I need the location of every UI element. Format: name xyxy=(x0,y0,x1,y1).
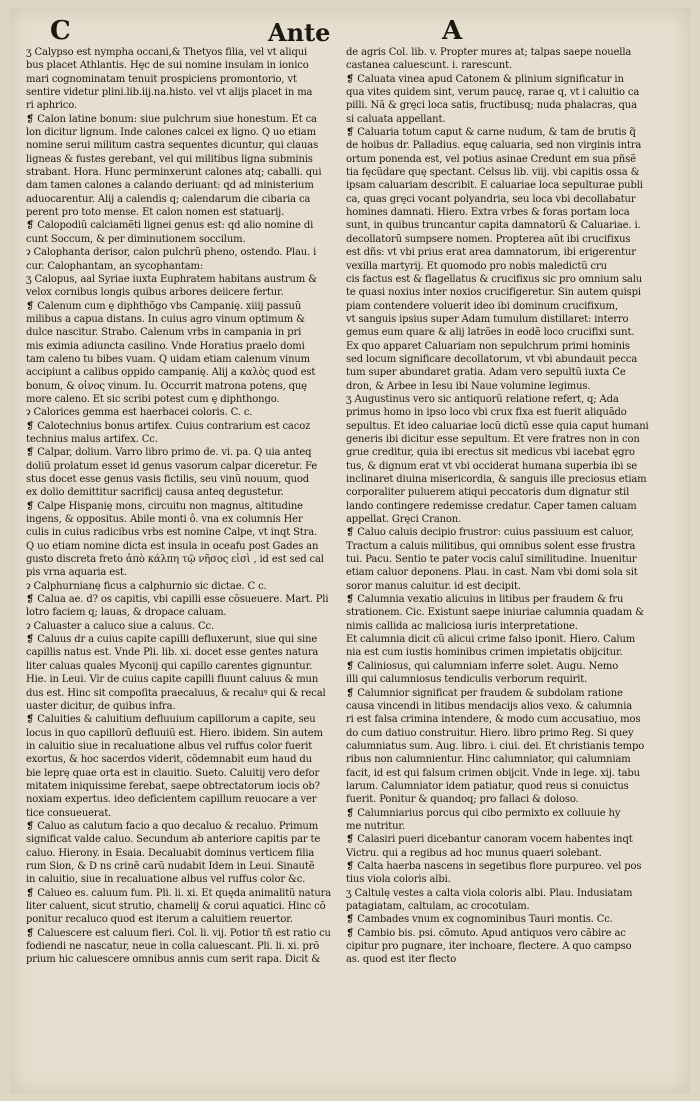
text-line: ❡ Calpar, dolium. Varro libro primo de. vi. pa. Q uia anteq xyxy=(26,447,312,459)
text-line: de hoibus dr. Palladius. equę caluaria, sed non virginis intra xyxy=(346,140,642,152)
text-line: ri est falsa crimina intendere, & modo cum accusatiuo, mos xyxy=(346,714,641,726)
text-line: gemus eum quare & alij latrões in eodẽ loco crucifixi sunt. xyxy=(346,327,635,339)
text-line: cis factus est & flagellatus & crucifixus sic pro omnium salu xyxy=(346,273,643,285)
text-line: ❡ Calumnior significat per fraudem & subdolam ratione xyxy=(346,687,623,699)
text-line: Ex quo apparet Caluariam non sepulchrum primi hominis xyxy=(346,340,630,352)
text-line: significat valde caluo. Secundum ab anteriore capitis par te xyxy=(26,834,321,846)
text-line: ❡ Calenum cum ę diphthõgo vbs Campanię. xiiij passuũ xyxy=(26,300,302,312)
text-line: nomine serui militum castra sequentes dicuntur, qui clauas xyxy=(26,140,319,152)
text-line: mitatem iniquissime ferebat, saepe obtrectatorum iocis ob? xyxy=(26,780,320,792)
text-line: ex dolio demittitur sacrificij causa anteq degustetur. xyxy=(26,487,284,499)
text-line: fodiendi ne nascatur, neue in colla caluescant. Pli. li. xi. prõ xyxy=(26,941,320,953)
text-line: nimis callida ac maliciosa iuris interpretatione. xyxy=(346,620,578,632)
text-line: bie leprę quae orta est in clauitio. Sueto. Caluitij vero defor xyxy=(26,767,320,779)
text-line: cur. Calophantam, an sycophantam: xyxy=(26,260,204,272)
text-line: ❡ Caluescere est caluum fieri. Col. li. vij. Potior tñ est ratio cu xyxy=(26,927,331,939)
text-line: sepultus. Et ideo caluariae locũ dictũ esse quia caput humani xyxy=(346,420,649,432)
text-line: te quasi noxius inter noxios crucifigeretur. Sin autem quispi xyxy=(346,287,641,299)
text-line: generis ibi dicitur esse sepultum. Et vere fratres non in con xyxy=(346,433,640,445)
text-line: homines damnati. Hiero. Extra vrbes & foras portam loca xyxy=(346,207,630,219)
text-line: ɂ Calophanta derisor, calon pulchrũ pheno, ostendo. Plau. i xyxy=(26,247,317,259)
text-line: ʒ Calypso est nympha occani,& Thetyos filia, vel vt aliqui xyxy=(26,47,308,58)
text-line: dulce nascitur. Strabo. Calenum vrbs in campania in pri xyxy=(26,327,302,339)
text-line: piam contendere voluerit ideo ibi dominum crucifixum, xyxy=(346,300,618,312)
text-line: Victru. qui a regibus ad hoc munus quaeri solebant. xyxy=(346,847,602,859)
text-line: ❡ Caluata vinea apud Catonem & plinium significatur in xyxy=(346,73,624,85)
text-line: ❡ Calua ae. d? os capitis, vbi capilli esse cõsueuere. Mart. Pli xyxy=(26,594,329,606)
text-line: Et calumnia dicit cũ alicui crime falso iponit. Hiero. Calum xyxy=(346,634,636,646)
text-line: ❡ Caluo caluis decipio frustror: cuius passiuum est caluor, xyxy=(346,527,634,539)
text-line: liter caluent, sicut strutio, chamelij & corui aquatici. Hinc cõ xyxy=(26,901,326,912)
text-line: primus homo in ipso loco vbi crux fixa est fuerit aliquãdo xyxy=(346,407,627,419)
text-line: dron, & Arbee in Iesu ibi Naue volumine legimus. xyxy=(346,380,591,392)
text-line: mis eximia adiuncta casilino. Vnde Horatius praelo domi xyxy=(26,340,305,352)
text-line: pis vrna aquaria est. xyxy=(26,567,127,579)
text-line: exortus, & hoc sacerdos viderit, cõdemnabit eum haud du xyxy=(26,754,312,766)
book-page xyxy=(10,8,690,1093)
text-line: ri aphrico. xyxy=(26,100,77,112)
text-line: strabant. Hora. Hunc perminxerunt calones atq; caballi. qui xyxy=(26,167,322,179)
text-line: nia est cum iustis hominibus crimen impietatis obijcitur. xyxy=(346,647,623,659)
text-line: tia fęcũdare quę spectant. Celsus lib. viij. vbi capitis ossa & xyxy=(346,167,640,179)
text-line: illi qui calumniosus tendiculis verborum requirit. xyxy=(346,674,588,686)
text-line: dam tamen calones a calando deriuant: qd ad ministerium xyxy=(26,180,314,192)
text-line: technius malus artifex. Cc. xyxy=(26,433,158,445)
text-line: ❡ Caluaria totum caput & carne nudum, & tam de brutis q̃ xyxy=(346,127,636,139)
text-line: cipitur pro pugnare, iter inchoare, flectere. A quo campso xyxy=(346,941,632,953)
text-line: do cum datiuo construitur. Hiero. libro primo Reg. Si quey xyxy=(346,727,634,739)
text-line: ❡ Caluo as calutum facio a quo decaluo & recaluo. Primum xyxy=(26,820,319,832)
text-line: Hie. in Leui. Vir de cuius capite capilli fluunt caluus & mun xyxy=(26,674,319,686)
text-line: qua vites quidem sint, verum paucę, rarae q, vt i caluitio ca xyxy=(346,87,640,99)
right-text-column xyxy=(346,46,651,967)
text-line: accipiunt a calibus oppido campanię. Alij a καλὸς quod est xyxy=(26,367,316,379)
text-line: liter caluas quales Myconij qui capillo carentes gignuntur. xyxy=(26,660,313,672)
text-line: capillis natus est. Vnde Pli. lib. xi. docet esse gentes natura xyxy=(26,647,319,659)
text-line: lando contingere redemisse credatur. Caper tamen caluam xyxy=(346,500,637,512)
text-line: prium hic caluescere omnibus annis cum serit rapa. Dicit & xyxy=(26,954,320,966)
text-line: ca, quas gręci vocant polyandria, seu loca vbi decollabatur xyxy=(346,193,636,205)
text-line: ❡ Cambio bis. psi. cõmuto. Apud antiquos vero cãbire ac xyxy=(346,927,626,939)
text-line: culis in cuius radicibus vrbs est nomine Calpe, vt inqt Stra. xyxy=(26,527,318,539)
text-line: etiam caluor deponens. Plau. in cast. Nam vbi domi sola sit xyxy=(346,567,638,579)
text-line: tice consueuerat. xyxy=(26,807,112,819)
text-line: vt sanguis ipsius super Adam tumulum distillaret: interro xyxy=(346,313,629,325)
text-line: lotro faciem q; lauas, & dropace caluam. xyxy=(26,607,227,619)
text-line: castanea caluescunt. i. rarescunt. xyxy=(346,60,512,72)
text-line: ribus non calumnientur. Hinc calumniator, qui calumniam xyxy=(346,754,631,766)
text-line: causa vincendi in litibus mendacijs alios vexo. & calumnia xyxy=(346,700,633,712)
text-line: gusto discreta freto ἀπὸ κάλπη τῷ νῆσος εἰσὶ , id est sed cal xyxy=(26,554,324,566)
text-line: tius viola coloris albi. xyxy=(346,874,451,886)
text-line: bus placet Athlantis. Hęc de sui nomine insulam in ionico xyxy=(26,60,309,72)
text-line: perent pro toto mense. Et calon nomen est statuarij. xyxy=(26,207,285,219)
text-line: caluo. Hierony. in Esaia. Decaluabit dominus verticem filia xyxy=(26,847,315,859)
text-line: Q uo etiam nomine dicta est insula in oceafu post Gades an xyxy=(26,540,319,552)
text-line: tam caleno tu bibes vuam. Q uidam etiam calenum vinum xyxy=(26,353,310,365)
text-line: ɂ Caluaster a caluco siue a caluus. Cc. xyxy=(26,620,214,632)
text-line: noxiam expertus. ideo deficientem capillum reuocare a ver xyxy=(26,794,317,806)
text-line: stus docet esse genus vasis fictilis, seu vinũ nouum, quod xyxy=(26,474,310,485)
text-line: aduocarentur. Alij a calendis q; calendarum die cibaria ca xyxy=(26,193,311,205)
text-line: ipsam caluariam describit. E caluariae loca sepulturae publi xyxy=(346,180,643,192)
text-line: larum. Calumniator idem patiatur, quod reus si conuictus xyxy=(346,780,629,792)
text-line: ɂ Calphurnianę ficus a calphurnio sic dictae. C c. xyxy=(26,580,267,592)
text-line: de agris Col. lib. v. Propter mures at; talpas saepe nouella xyxy=(346,47,632,58)
left-initial: C xyxy=(50,16,71,46)
text-line: sunt, in quibus truncantur capita damnatorũ & Caluariae. i. xyxy=(346,220,641,232)
text-line: me nutritur. xyxy=(346,820,405,832)
text-line: tui. Pacu. Sentio te pater vocis caluĩ similitudine. Inuenitur xyxy=(346,554,637,566)
text-line: uaster dicitur, de quibus infra. xyxy=(26,700,176,712)
text-line: ❡ Calotechnius bonus artifex. Cuius contrarium est cacoz xyxy=(26,420,311,432)
text-line: as. quod est iter flecto xyxy=(346,954,457,966)
text-line: est dñs: vt vbi prius erat area damnatorum, ibi erigerentur xyxy=(346,247,636,259)
text-line: mari cognominatam tenuit prospiciens promontorio, vt xyxy=(26,73,297,85)
text-line: ❡ Calpe Hispanię mons, circuitu non magnus, altitudine xyxy=(26,500,303,512)
text-line: vexilla martyrij. Et quomodo pro nobis maledictũ cru xyxy=(346,260,607,272)
text-line: grue creditur, quia ibi erectus sit medicus vbi iacebat ęgro xyxy=(346,447,635,459)
text-line: calumniatus sum. Aug. libro. i. ciui. dei. Et christianis tempo xyxy=(346,740,645,752)
text-line: tum super abundaret gratia. Adam vero sepultũ iuxta Ce xyxy=(346,367,626,379)
text-line: more caleno. Et sic scribi potest cum ę diphthongo. xyxy=(26,393,280,405)
text-line: ❡ Caluities & caluitium defluuium capillorum a capite, seu xyxy=(26,714,316,726)
text-line: velox cornibus longis quibus arbores deiicere fertur. xyxy=(26,287,284,299)
text-line: dus est. Hinc sit compoſita praecaluus, & recaluꝰ qui & recal xyxy=(26,687,326,699)
text-line: ❡ Cambades vnum ex cognominibus Tauri montis. Cc. xyxy=(346,914,613,926)
text-line: ɂ Calorices gemma est haerbacei coloris. C. c. xyxy=(26,407,253,419)
text-line: ❡ Caliniosus, qui calumniam inferre solet. Augu. Nemo xyxy=(346,660,619,672)
text-line: rum Sion, & D ns crinẽ carũ nudabit Idem in Leui. Sinautẽ xyxy=(26,860,315,872)
text-line: ❡ Caluus dr a cuius capite capilli defluxerunt, siue qui sine xyxy=(26,634,318,646)
text-line: ʒ Caltulę vestes a calta viola coloris albi. Plau. Indusiatam xyxy=(346,887,633,899)
text-line: ❡ Calumniarius porcus qui cibo permixto ex colluuie hy xyxy=(346,807,621,819)
text-line: strationem. Cic. Existunt saepe iniuriae calumnia quadam & xyxy=(346,607,644,619)
text-line: facit, id est qui falsum crimen obijcit. Vnde in lege. xij. tabu xyxy=(346,767,640,779)
text-line: tus, & dignum erat vt vbi occiderat humana superbia ibi se xyxy=(346,460,638,472)
text-line: pilli. Nã & gręci loca satis, fructibusq; nuda phalacras, qua xyxy=(346,100,637,112)
text-line: ortum ponenda est, vel potius asinae Credunt em sua pñsẽ xyxy=(346,153,636,165)
text-line: ingens, & oppositus. Abile monti ô. vna ex columnis Her xyxy=(26,514,303,526)
text-line: ligneas & fustes gerebant, vel qui militibus ligna subminis xyxy=(26,153,313,165)
text-line: ʒ Calopus, aal Syriae iuxta Euphratem habitans austrum & xyxy=(26,273,317,285)
text-line: decollatorũ sumpsere nomen. Propterea aũt ibi crucifixus xyxy=(346,233,631,245)
text-line: fuerit. Ponitur & quandoq; pro fallaci & doloso. xyxy=(346,794,579,806)
text-line: patagiatam, caltulam, ac crocotulam. xyxy=(346,901,530,912)
text-line: ❡ Calasiri pueri dicebantur canoram vocem habentes inqt xyxy=(346,834,633,846)
text-line: ❡ Calon latine bonum: siue pulchrum siue honestum. Et ca xyxy=(26,113,317,125)
text-line: ❡ Calueo es. caluum fum. Pli. li. xi. Et quęda animalitũ natura xyxy=(26,887,331,899)
text-line: Tractum a caluis militibus, qui omnibus solent esse frustra xyxy=(346,540,636,552)
text-line: milibus a capua distans. In cuius agro vinum optimum & xyxy=(26,313,305,325)
right-initial: A xyxy=(442,16,463,46)
text-line: in caluitio siue in recaluatione albus vel ruffus color fuerit xyxy=(26,740,313,752)
text-line: ❡ Calopodiũ calciamẽti lignei genus est: qd alio nomine di xyxy=(26,220,314,232)
text-line: sed locum significare decollatorum, vt vbi abundauit pecca xyxy=(346,353,638,365)
text-line: in caluitio, siue in recaluatione albus vel ruffus color &c. xyxy=(26,874,306,886)
text-line: sentire videtur plini.lib.iij.na.histo. vel vt alijs placet in ma xyxy=(26,87,313,99)
left-text-column xyxy=(26,46,331,967)
text-line: appellat. Gręci Cranon. xyxy=(346,514,462,526)
text-line: locus in quo capillorũ defluuiũ est. Hiero. ibidem. Sin autem xyxy=(26,727,323,739)
text-line: ʒ Augustinus vero sic antiquorũ relatione refert, q; Ada xyxy=(346,393,619,405)
text-line: ponitur recaluco quod est iterum a caluitiem reuertor. xyxy=(26,914,293,926)
text-line: ❡ Calumnia vexatio alicuius in litibus per fraudem & fru xyxy=(346,594,624,606)
text-line: lon dicitur lignum. Inde calones calcei ex ligno. Q uo etiam xyxy=(26,127,316,139)
text-line: si caluata appellant. xyxy=(346,113,446,125)
text-line: bonum, & οἶνος vinum. Iu. Occurrit matrona potens, quę xyxy=(26,380,307,392)
text-line: soror manus caluitur. id est decipit. xyxy=(346,580,521,592)
text-line: doliũ prolatum esset id genus vasorum calpar diceretur. Fe xyxy=(26,460,318,472)
text-line: ❡ Calta haerba nascens in segetibus flore purpureo. vel pos xyxy=(346,860,642,872)
text-line: inclinaret diuina misericordia, & sanguis ille preciosus etiam xyxy=(346,474,647,485)
text-line: cunt Soccum, & per diminutionem soccilum. xyxy=(26,233,246,245)
page-title: Ante xyxy=(268,18,331,47)
text-line: corporaliter puluerem atiqui peccatoris dum dignatur stil xyxy=(346,487,630,499)
